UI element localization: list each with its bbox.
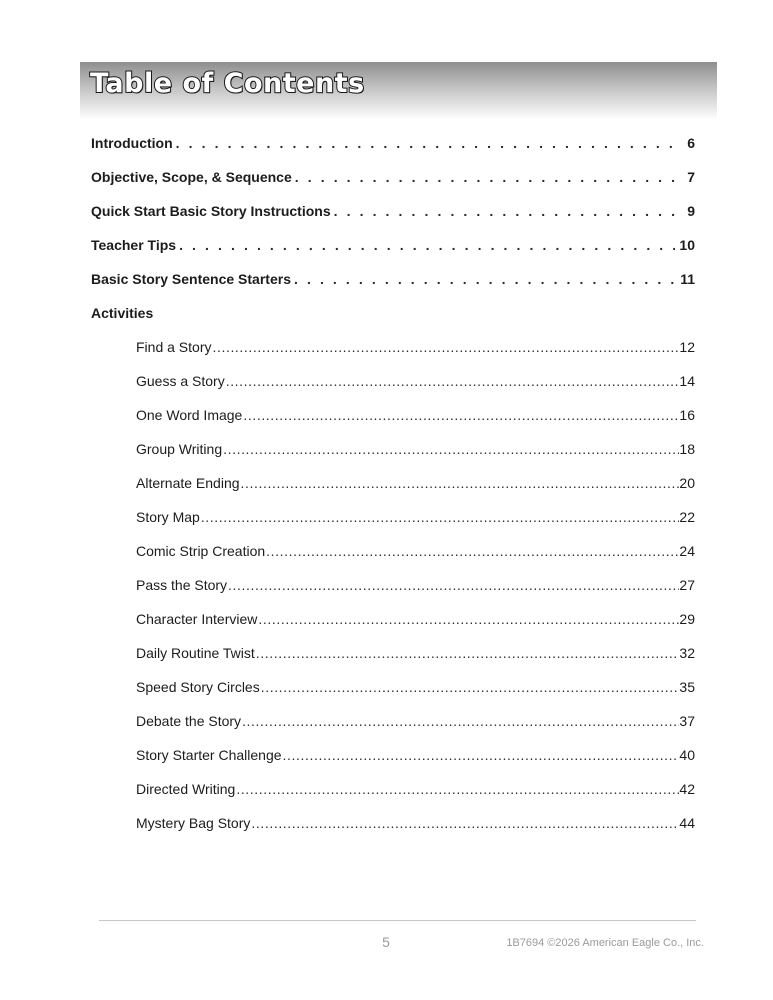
dot-leader — [294, 262, 675, 296]
toc-entry-title: Basic Story Sentence Starters — [91, 271, 291, 287]
dot-leader — [251, 806, 679, 840]
toc-entry-page: 10 — [679, 237, 695, 253]
section-heading: Activities — [91, 305, 154, 321]
header-band — [80, 62, 717, 120]
toc-entry-title: Daily Routine Twist — [136, 645, 255, 661]
activities-heading — [91, 296, 695, 330]
toc-entry-page: 20 — [679, 475, 695, 491]
toc-entry-guess-a-story[interactable] — [136, 364, 695, 398]
page-title: Table of Contents — [90, 68, 365, 99]
toc-entry-title: Group Writing — [136, 441, 223, 457]
toc-entry-pass-the-story[interactable] — [136, 568, 695, 602]
dot-leader — [212, 330, 679, 364]
dot-leader — [261, 670, 680, 704]
page-number: 5 — [382, 934, 390, 950]
toc-entry-page: 32 — [679, 645, 695, 661]
dot-leader — [242, 704, 679, 738]
toc-entry-objective-scope-sequence[interactable] — [91, 160, 695, 194]
dot-leader — [179, 228, 675, 262]
toc-entry-title: Comic Strip Creation — [136, 543, 266, 559]
toc-entry-find-a-story[interactable] — [136, 330, 695, 364]
toc-entry-page: 40 — [679, 747, 695, 763]
toc-entry-page: 16 — [679, 407, 695, 423]
toc-entry-one-word-image[interactable] — [136, 398, 695, 432]
toc-entry-page: 11 — [680, 271, 695, 287]
toc-entry-debate-the-story[interactable] — [136, 704, 695, 738]
dot-leader — [295, 160, 675, 194]
dot-leader — [258, 602, 679, 636]
toc-entry-page: 12 — [679, 339, 695, 355]
toc-entry-page: 35 — [679, 679, 695, 695]
toc-entry-directed-writing[interactable] — [136, 772, 695, 806]
toc-entry-title: Quick Start Basic Story Instructions — [91, 203, 331, 219]
toc-entry-page: 6 — [687, 135, 695, 151]
copyright-notice: 1B7694 ©2026 American Eagle Co., Inc. — [506, 937, 704, 949]
toc-entry-story-starter-challenge[interactable] — [136, 738, 695, 772]
toc-entry-title: Story Map — [136, 509, 200, 525]
dot-leader — [283, 738, 680, 772]
toc-entry-story-map[interactable] — [136, 500, 695, 534]
dot-leader — [266, 534, 679, 568]
toc-entry-page: 27 — [679, 577, 695, 593]
toc-entry-page: 18 — [679, 441, 695, 457]
toc-entry-page: 9 — [687, 203, 695, 219]
toc-entry-title: Mystery Bag Story — [136, 815, 251, 831]
toc-entry-alternate-ending[interactable] — [136, 466, 695, 500]
toc-entry-title: Speed Story Circles — [136, 679, 260, 695]
toc-entry-page: 44 — [679, 815, 695, 831]
toc-entry-title: Alternate Ending — [136, 475, 240, 491]
dot-leader — [201, 500, 680, 534]
toc-entry-title: Pass the Story — [136, 577, 228, 593]
toc-entry-title: Debate the Story — [136, 713, 242, 729]
dot-leader — [176, 126, 675, 160]
dot-leader — [226, 364, 680, 398]
toc-entry-introduction[interactable] — [91, 126, 695, 160]
toc-entry-comic-strip-creation[interactable] — [136, 534, 695, 568]
toc-entry-title: Find a Story — [136, 339, 212, 355]
toc-entry-title: Objective, Scope, & Sequence — [91, 169, 292, 185]
toc-entry-speed-story-circles[interactable] — [136, 670, 695, 704]
dot-leader — [256, 636, 680, 670]
toc-entry-teacher-tips[interactable] — [91, 228, 695, 262]
toc-entry-title: Introduction — [91, 135, 173, 151]
dot-leader — [243, 398, 679, 432]
toc-entry-daily-routine-twist[interactable] — [136, 636, 695, 670]
footer-divider — [99, 920, 696, 921]
toc-entry-title: Character Interview — [136, 611, 258, 627]
toc-entry-title: Story Starter Challenge — [136, 747, 282, 763]
toc-entry-title: Directed Writing — [136, 781, 236, 797]
toc-entry-title: One Word Image — [136, 407, 243, 423]
toc-entry-page: 37 — [679, 713, 695, 729]
dot-leader — [223, 432, 679, 466]
dot-leader — [241, 466, 680, 500]
toc-entry-page: 24 — [679, 543, 695, 559]
toc-entry-page: 22 — [679, 509, 695, 525]
dot-leader — [334, 194, 675, 228]
toc-entry-group-writing[interactable] — [136, 432, 695, 466]
toc-entry-quick-start[interactable] — [91, 194, 695, 228]
toc-entry-page: 14 — [679, 373, 695, 389]
toc-entry-mystery-bag-story[interactable] — [136, 806, 695, 840]
dot-leader — [228, 568, 679, 602]
toc-entry-title: Teacher Tips — [91, 237, 177, 253]
dot-leader — [236, 772, 679, 806]
toc-entry-page: 42 — [679, 781, 695, 797]
toc-entry-character-interview[interactable] — [136, 602, 695, 636]
toc-entry-page: 7 — [687, 169, 695, 185]
toc-entry-title: Guess a Story — [136, 373, 225, 389]
toc-entry-page: 29 — [679, 611, 695, 627]
toc-entry-sentence-starters[interactable] — [91, 262, 695, 296]
